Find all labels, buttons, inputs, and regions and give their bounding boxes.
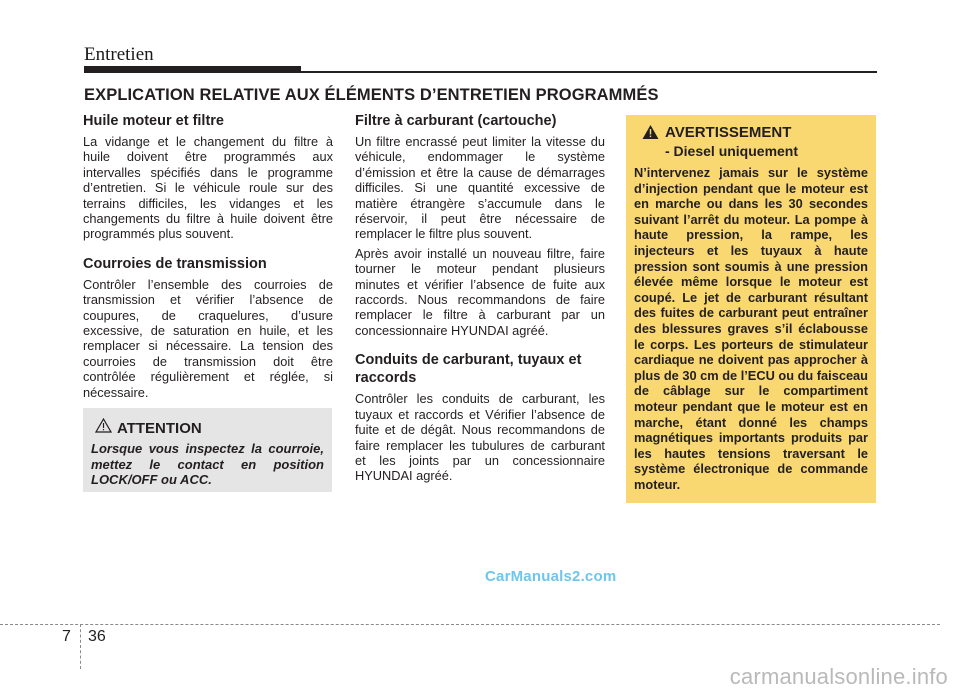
fuel-filter-text-1: Un filtre encrassé peut limiter la vitesse du véhicule, endommager le système d’émission et être la cause de démarrages difficiles. Si une quantité excessive de matière étrangère s’accumule dans le réservoir, il peut être nécessaire de remplacer le filtre plus souvent.	[355, 134, 605, 242]
header-bar-thin	[301, 71, 877, 73]
footer-dashed-divider	[80, 624, 81, 669]
page-number: 36	[88, 628, 106, 645]
footer-dashed-line	[0, 624, 940, 625]
warning-titles	[665, 124, 798, 160]
warning-box	[626, 115, 876, 503]
oil-text: La vidange et le changement du filtre à huile doivent être programmés aux intervalles spécifiés dans le programme d’entretien. Si le véhicule roule sur des terrains difficiles, les vidanges et les changements du filtre à huile doivent être programmés plus souvent.	[83, 134, 333, 242]
section-title: EXPLICATION RELATIVE AUX ÉLÉMENTS D’ENTRETIEN PROGRAMMÉS	[84, 86, 659, 104]
footer-site-mark: carmanualsonline.info	[729, 664, 948, 689]
left-column	[83, 112, 333, 404]
caution-title-row	[95, 418, 324, 438]
warning-head	[642, 124, 868, 160]
belts-text: Contrôler l’ensemble des courroies de transmission et vérifier l’absence de coupures, de craquelures, d’usure excessive, de saturation en huile, et les remplacer si nécessaire. La tension des courroies de transmission doit être contrôlée régulièrement et réglée, si nécessaire.	[83, 276, 333, 400]
middle-column	[355, 112, 605, 488]
warning-text: N’intervenez jamais sur le système d’injection pendant que le moteur est en marche ou dans les 30 secondes suivant l’arrêt du moteur. La pompe à haute pression, la rampe, les injecteurs et les tuyaux à haute pression sont soumis à une pression élevée même lorsque le moteur est coupé. Le jet de carburant résultant des fuites de carburant peut entraîner des blessures graves s’il éclabousse le corps. Les porteurs de stimulateur cardiaque ne doivent pas approcher à plus de 30 cm de l’ECU ou du faisceau de câblage sur le compartiment moteur pendant que le moteur est en marche, étant donné les champs magnétiques importants produits par les hautes tensions traversant le système électronique de commande moteur.	[634, 165, 868, 492]
fuel-filter-heading: Filtre à carburant (cartouche)	[355, 113, 557, 129]
belts-heading: Courroies de transmission	[83, 255, 267, 272]
caution-text: Lorsque vous inspectez la courroie, mettez le contact en position LOCK/OFF ou ACC.	[91, 441, 324, 487]
oil-heading: Huile moteur et filtre	[83, 113, 224, 129]
fuel-lines-text: Contrôler les conduits de carburant, les tuyaux et raccords et Vérifier l’absence de fuite et de dégât. Nous recommandons de faire remplacer les tubulures de carburant et les joints par un concessionnaire HYUNDAI agréé.	[355, 391, 605, 484]
header-bar-thick	[84, 66, 301, 73]
caution-title: ATTENTION	[117, 419, 202, 437]
watermark-link[interactable]: CarManuals2.com	[485, 568, 617, 585]
fuel-filter-text-2: Après avoir installé un nouveau filtre, faire tourner le moteur pendant plusieurs minutes et vérifier l’absence de fuite aux raccords. Nous recommandons de faire remplacer le filtre à carburant par un concessionnaire HYUNDAI agréé.	[355, 245, 605, 338]
warning-triangle-filled-icon	[642, 124, 659, 145]
chapter-number: 7	[62, 628, 71, 645]
caution-box	[83, 408, 332, 492]
fuel-lines-heading: Conduits de carburant, tuyaux et raccords	[355, 352, 582, 387]
chapter-title: Entretien	[84, 44, 154, 65]
warning-subtitle: - Diesel uniquement	[665, 143, 799, 159]
caution-triangle-outline-icon	[95, 418, 112, 438]
warning-title: AVERTISSEMENT	[665, 124, 792, 141]
